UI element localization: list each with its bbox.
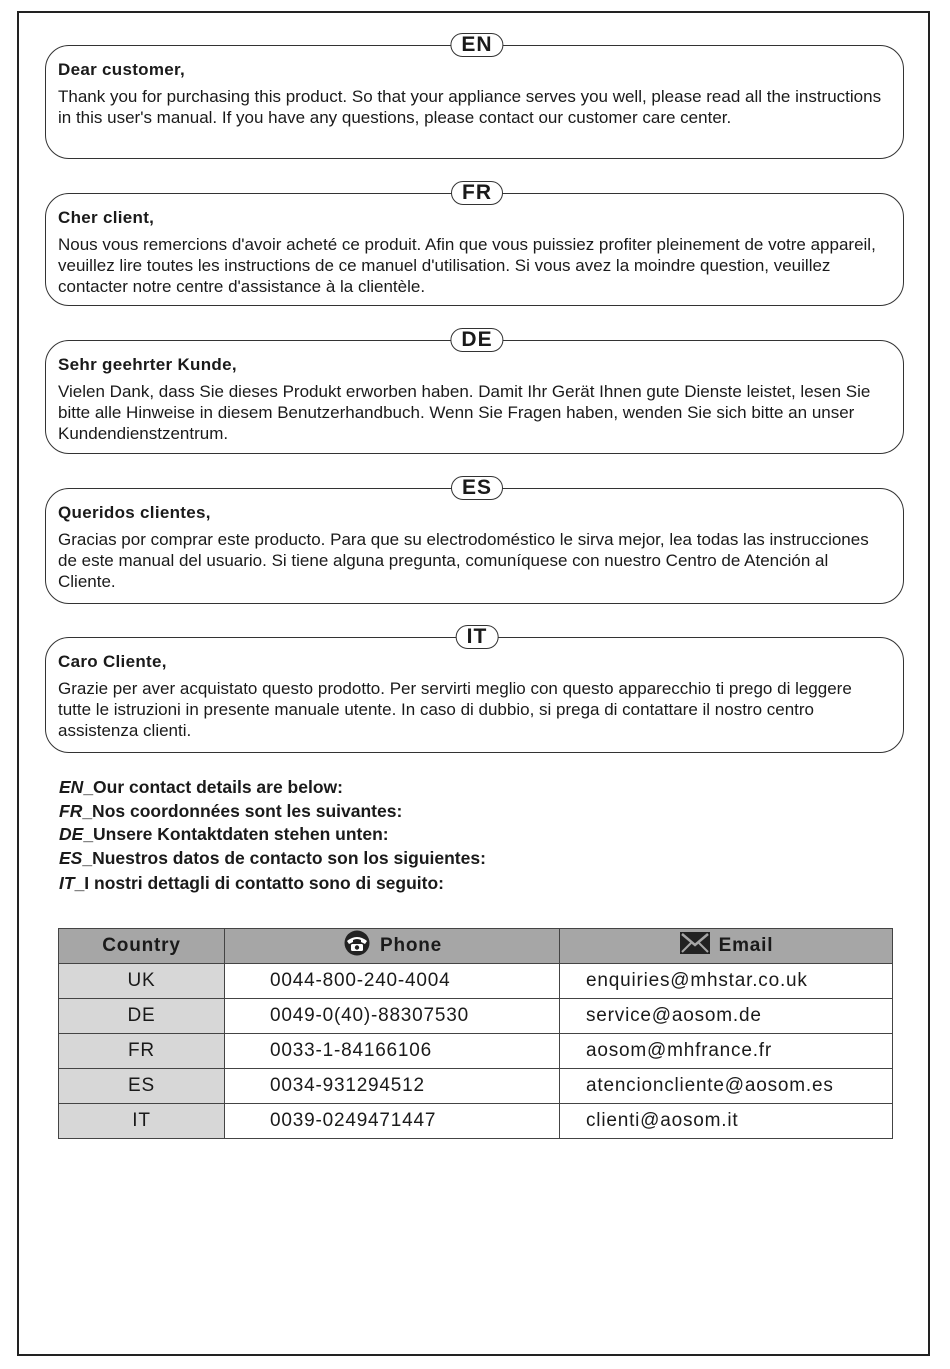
greeting-de: Sehr geehrter Kunde,	[58, 355, 237, 374]
header-phone-label: Phone	[379, 935, 443, 957]
lang-tag-es: ES	[451, 476, 503, 500]
country-cell: DE	[59, 999, 225, 1034]
contact-text: _Nos coordonnées sont les suivantes:	[82, 800, 403, 821]
table-row	[59, 1034, 893, 1069]
body-text-es: Gracias por comprar este producto. Para que su electrodoméstico le sirva mejor, lea todas las instrucciones de este manual del usuario. Si tiene alguna pregunta, comuníquese con nuestro Centro de Atención al Cliente.	[58, 530, 869, 591]
lang-tag-de: DE	[450, 328, 503, 352]
greeting-it: Caro Cliente,	[58, 652, 167, 671]
phone-cell: 0044-800-240-4004	[225, 964, 560, 999]
country-cell: IT	[59, 1104, 225, 1139]
contact-code: EN	[59, 777, 84, 797]
section-it	[45, 625, 904, 753]
table-row	[59, 1069, 893, 1104]
body-text-it: Grazie per aver acquistato questo prodotto. Per servirti meglio con questo apparecchio ti prego di leggere tutte le istruzioni in presente manuale utente. In caso di dubbio, si prega di contattare il nostro centro assistenza clienti.	[58, 679, 852, 740]
contact-code: IT	[59, 873, 75, 893]
envelope-icon	[679, 931, 711, 961]
phone-cell: 0049-0(40)-88307530	[225, 999, 560, 1034]
contact-line-en	[59, 776, 486, 800]
header-email	[560, 929, 893, 964]
header-country: Country	[59, 929, 225, 964]
contact-intro	[59, 776, 486, 896]
email-cell: aosom@mhfrance.fr	[560, 1034, 893, 1069]
country-cell: ES	[59, 1069, 225, 1104]
phone-cell: 0034-931294512	[225, 1069, 560, 1104]
email-cell: service@aosom.de	[560, 999, 893, 1034]
phone-cell: 0039-0249471447	[225, 1104, 560, 1139]
contact-line-de	[59, 823, 486, 847]
contact-text: _Unsere Kontaktdaten stehen unten:	[83, 824, 389, 844]
lang-tag-en: EN	[450, 33, 503, 57]
section-de	[45, 328, 904, 454]
contact-text: _I nostri dettagli di contatto sono di seguito:	[74, 873, 445, 893]
contact-line-it	[59, 872, 486, 896]
contact-text: _Our contact details are below:	[83, 777, 343, 797]
email-cell: clienti@aosom.it	[560, 1104, 893, 1139]
table-row	[59, 999, 893, 1034]
header-phone	[225, 929, 560, 964]
email-cell: atencioncliente@aosom.es	[560, 1069, 893, 1104]
table-row	[59, 1104, 893, 1139]
table-header-row	[59, 929, 893, 964]
section-fr	[45, 181, 904, 306]
telephone-icon	[342, 930, 372, 962]
header-email-label: Email	[718, 935, 774, 957]
greeting-fr: Cher client,	[58, 208, 155, 227]
body-text-de: Vielen Dank, dass Sie dieses Produkt erworben haben. Damit Ihr Gerät Ihnen gute Dienste leistet, lesen Sie bitte alle Hinweise in diesem Benutzerhandbuch. Wenn Sie Fragen haben, wenden Sie sich bitte an unser Kundendienstzentrum.	[58, 382, 871, 443]
section-en	[45, 33, 904, 159]
contact-line-fr	[59, 800, 486, 824]
body-text-fr: Nous vous remercions d'avoir acheté ce produit. Afin que vous puissiez profiter pleinement de votre appareil, veuillez lire toutes les instructions de ce manuel d'utilisation. Si vous avez la moindre question, veuillez contacter notre centre d'assistance à la clientèle.	[58, 235, 876, 296]
greeting-es: Queridos clientes,	[58, 503, 211, 522]
greeting-en: Dear customer,	[58, 60, 186, 79]
section-es	[45, 476, 904, 604]
lang-tag-it: IT	[456, 625, 499, 649]
contact-code: ES	[59, 847, 83, 868]
country-cell: FR	[59, 1034, 225, 1069]
phone-cell: 0033-1-84166106	[225, 1034, 560, 1069]
contact-code: DE	[59, 824, 84, 844]
contact-table	[58, 928, 893, 1139]
lang-tag-fr: FR	[451, 181, 503, 205]
country-cell: UK	[59, 964, 225, 999]
contact-code: FR	[59, 800, 83, 821]
contact-line-es	[59, 847, 486, 871]
body-text-en: Thank you for purchasing this product. So that your appliance serves you well, please read all the instructions in this user's manual. If you have any questions, please contact our customer care center.	[58, 87, 882, 127]
contact-text: _Nuestros datos de contacto son los siguientes:	[82, 847, 486, 868]
email-cell: enquiries@mhstar.co.uk	[560, 964, 893, 999]
table-row	[59, 964, 893, 999]
